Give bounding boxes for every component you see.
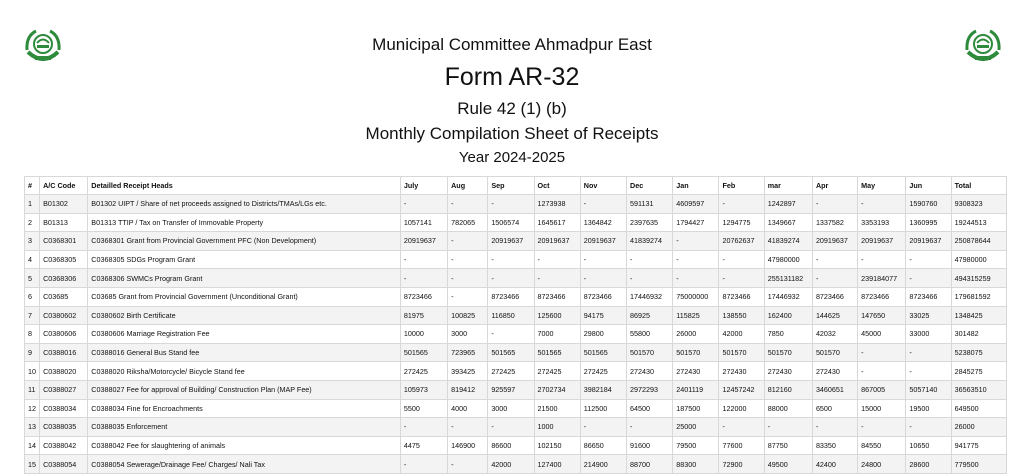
cell-total: 36563510 — [951, 380, 1006, 399]
cell-oct: 1273938 — [534, 195, 580, 214]
cell-nov: 94175 — [580, 306, 626, 325]
cell-ac-code: C0388054 — [40, 455, 88, 474]
cell-receipt-head: C0368306 SWMCs Program Grant — [88, 269, 401, 288]
cell-feb: 77600 — [719, 436, 764, 455]
cell-jan: 75000000 — [673, 287, 719, 306]
cell-sep: 1506574 — [488, 213, 534, 232]
cell-apr: 1337582 — [812, 213, 857, 232]
cell-nov: 20919637 — [580, 232, 626, 251]
cell-total: 9308323 — [951, 195, 1006, 214]
cell-receipt-head: C0388035 Enforcement — [88, 418, 401, 437]
cell-total: 779500 — [951, 455, 1006, 474]
cell-may: - — [858, 250, 906, 269]
cell-feb: - — [719, 269, 764, 288]
cell-mar: 272430 — [764, 362, 812, 381]
cell-may: 45000 — [858, 325, 906, 344]
table-row — [25, 306, 1007, 325]
table-row — [25, 213, 1007, 232]
cell-aug: 100825 — [448, 306, 488, 325]
cell-jun: 33025 — [906, 306, 951, 325]
cell-index: 2 — [25, 213, 40, 232]
cell-feb: - — [719, 418, 764, 437]
cell-july: 5500 — [400, 399, 447, 418]
cell-aug: - — [448, 195, 488, 214]
cell-aug: - — [448, 418, 488, 437]
cell-index: 3 — [25, 232, 40, 251]
cell-sep: - — [488, 195, 534, 214]
cell-apr: 83350 — [812, 436, 857, 455]
cell-total: 5238075 — [951, 343, 1006, 362]
cell-dec: - — [627, 250, 673, 269]
cell-may: 3353193 — [858, 213, 906, 232]
cell-oct: 102150 — [534, 436, 580, 455]
cell-aug: 146900 — [448, 436, 488, 455]
cell-index: 10 — [25, 362, 40, 381]
cell-july: 20919637 — [400, 232, 447, 251]
table-row — [25, 232, 1007, 251]
cell-oct: - — [534, 269, 580, 288]
cell-apr: - — [812, 269, 857, 288]
cell-ac-code: B01302 — [40, 195, 88, 214]
organization-name: Municipal Committee Ahmadpur East — [372, 35, 652, 54]
table-row — [25, 380, 1007, 399]
cell-mar: 255131182 — [764, 269, 812, 288]
cell-ac-code: C0380606 — [40, 325, 88, 344]
cell-oct: 501565 — [534, 343, 580, 362]
cell-index: 5 — [25, 269, 40, 288]
cell-may: 15000 — [858, 399, 906, 418]
cell-feb: 1294775 — [719, 213, 764, 232]
cell-sep: 8723466 — [488, 287, 534, 306]
cell-total: 649500 — [951, 399, 1006, 418]
table-header-row — [25, 177, 1007, 195]
cell-jan: - — [673, 250, 719, 269]
cell-jan: 1794427 — [673, 213, 719, 232]
cell-apr: 6500 — [812, 399, 857, 418]
cell-july: 501565 — [400, 343, 447, 362]
table-row — [25, 436, 1007, 455]
cell-dec: - — [627, 269, 673, 288]
table-row — [25, 418, 1007, 437]
form-number: Form AR-32 — [444, 63, 580, 91]
cell-total: 26000 — [951, 418, 1006, 437]
cell-ac-code: C0388016 — [40, 343, 88, 362]
cell-receipt-head: C0380606 Marriage Registration Fee — [88, 325, 401, 344]
cell-sep: - — [488, 250, 534, 269]
cell-ac-code: C0368305 — [40, 250, 88, 269]
col-header-apr: Apr — [812, 177, 857, 195]
cell-jun: 10650 — [906, 436, 951, 455]
cell-jan: 501570 — [673, 343, 719, 362]
cell-jan: 79500 — [673, 436, 719, 455]
cell-receipt-head: C0388054 Sewerage/Drainage Fee/ Charges/ Nali Tax — [88, 455, 401, 474]
cell-apr: 272430 — [812, 362, 857, 381]
cell-july: 1057141 — [400, 213, 447, 232]
cell-jan: 115825 — [673, 306, 719, 325]
cell-oct: 20919637 — [534, 232, 580, 251]
cell-sep: 3000 — [488, 399, 534, 418]
cell-feb: 12457242 — [719, 380, 764, 399]
cell-index: 1 — [25, 195, 40, 214]
cell-mar: 47980000 — [764, 250, 812, 269]
cell-sep: 272425 — [488, 362, 534, 381]
cell-oct: - — [534, 250, 580, 269]
cell-ac-code: C0388042 — [40, 436, 88, 455]
cell-nov: 29800 — [580, 325, 626, 344]
report-title: Monthly Compilation Sheet of Receipts — [365, 124, 659, 143]
cell-dec: 2397635 — [627, 213, 673, 232]
cell-sep: 501565 — [488, 343, 534, 362]
cell-index: 13 — [25, 418, 40, 437]
cell-may: 147650 — [858, 306, 906, 325]
cell-aug: 723965 — [448, 343, 488, 362]
cell-index: 7 — [25, 306, 40, 325]
cell-index: 9 — [25, 343, 40, 362]
cell-july: - — [400, 269, 447, 288]
col-header-ac-code: A/C Code — [40, 177, 88, 195]
cell-feb: 42000 — [719, 325, 764, 344]
cell-receipt-head: B01302 UIPT / Share of net proceeds assigned to Districts/TMAs/LGs etc. — [88, 195, 401, 214]
cell-sep: 20919637 — [488, 232, 534, 251]
cell-total: 1348425 — [951, 306, 1006, 325]
cell-mar: 88000 — [764, 399, 812, 418]
cell-ac-code: C0388020 — [40, 362, 88, 381]
cell-receipt-head: C0368301 Grant from Provincial Government PFC (Non Development) — [88, 232, 401, 251]
col-header-sep: Sep — [488, 177, 534, 195]
cell-oct: 21500 — [534, 399, 580, 418]
cell-may: 84550 — [858, 436, 906, 455]
cell-oct: 1000 — [534, 418, 580, 437]
cell-jan: - — [673, 232, 719, 251]
cell-may: - — [858, 195, 906, 214]
cell-nov: 112500 — [580, 399, 626, 418]
cell-oct: 8723466 — [534, 287, 580, 306]
cell-july: - — [400, 250, 447, 269]
cell-apr: 8723466 — [812, 287, 857, 306]
cell-aug: 3000 — [448, 325, 488, 344]
cell-total: 2845275 — [951, 362, 1006, 381]
cell-sep: - — [488, 418, 534, 437]
cell-oct: 125600 — [534, 306, 580, 325]
fiscal-year: Year 2024-2025 — [458, 149, 566, 166]
cell-sep: 42000 — [488, 455, 534, 474]
cell-aug: - — [448, 269, 488, 288]
cell-receipt-head: C0388027 Fee for approval of Building/ Construction Plan (MAP Fee) — [88, 380, 401, 399]
cell-feb: 20762637 — [719, 232, 764, 251]
cell-aug: 782065 — [448, 213, 488, 232]
cell-total: 250878644 — [951, 232, 1006, 251]
col-header-jun: Jun — [906, 177, 951, 195]
cell-jun: 5057140 — [906, 380, 951, 399]
col-header-jan: Jan — [673, 177, 719, 195]
cell-nov: 3982184 — [580, 380, 626, 399]
cell-jan: - — [673, 269, 719, 288]
cell-dec: - — [627, 418, 673, 437]
cell-mar: 1349667 — [764, 213, 812, 232]
table-row — [25, 250, 1007, 269]
cell-feb: 8723466 — [719, 287, 764, 306]
cell-may: 867005 — [858, 380, 906, 399]
cell-nov: 8723466 — [580, 287, 626, 306]
cell-receipt-head: C0380602 Birth Certificate — [88, 306, 401, 325]
cell-receipt-head: C0388034 Fine for Encroachments — [88, 399, 401, 418]
cell-oct: 2702734 — [534, 380, 580, 399]
cell-july: 8723466 — [400, 287, 447, 306]
cell-jan: 4609597 — [673, 195, 719, 214]
cell-index: 4 — [25, 250, 40, 269]
cell-jun: 20919637 — [906, 232, 951, 251]
table-row — [25, 343, 1007, 362]
col-header-july: July — [400, 177, 447, 195]
receipts-table — [24, 176, 1007, 474]
cell-july: 4475 — [400, 436, 447, 455]
cell-jun: - — [906, 362, 951, 381]
cell-mar: - — [764, 418, 812, 437]
table-row — [25, 455, 1007, 474]
cell-may: 24800 — [858, 455, 906, 474]
cell-jan: 272430 — [673, 362, 719, 381]
cell-july: - — [400, 418, 447, 437]
cell-index: 12 — [25, 399, 40, 418]
cell-jun: 28600 — [906, 455, 951, 474]
cell-aug: - — [448, 250, 488, 269]
cell-dec: 91600 — [627, 436, 673, 455]
cell-nov: 214900 — [580, 455, 626, 474]
cell-feb: 272430 — [719, 362, 764, 381]
table-body — [25, 195, 1007, 474]
cell-receipt-head: C0388020 Riksha/Motorcycle/ Bicycle Stand fee — [88, 362, 401, 381]
cell-july: - — [400, 195, 447, 214]
cell-july: 105973 — [400, 380, 447, 399]
table-row — [25, 325, 1007, 344]
cell-mar: 87750 — [764, 436, 812, 455]
cell-jan: 88300 — [673, 455, 719, 474]
cell-dec: 591131 — [627, 195, 673, 214]
cell-receipt-head: C0368305 SDGs Program Grant — [88, 250, 401, 269]
cell-dec: 86925 — [627, 306, 673, 325]
cell-apr: 144625 — [812, 306, 857, 325]
cell-may: 239184077 — [858, 269, 906, 288]
cell-total: 19244513 — [951, 213, 1006, 232]
cell-feb: 122000 — [719, 399, 764, 418]
cell-total: 941775 — [951, 436, 1006, 455]
cell-nov: - — [580, 418, 626, 437]
cell-receipt-head: C03685 Grant from Provincial Government (Unconditional Grant) — [88, 287, 401, 306]
cell-nov: - — [580, 269, 626, 288]
cell-feb: 138550 — [719, 306, 764, 325]
cell-sep: - — [488, 269, 534, 288]
cell-ac-code: C0368301 — [40, 232, 88, 251]
col-header-may: May — [858, 177, 906, 195]
col-header-nov: Nov — [580, 177, 626, 195]
table-row — [25, 287, 1007, 306]
cell-nov: - — [580, 250, 626, 269]
cell-receipt-head: C0388042 Fee for slaughtering of animals — [88, 436, 401, 455]
cell-jun: - — [906, 269, 951, 288]
cell-dec: 88700 — [627, 455, 673, 474]
cell-sep: 86600 — [488, 436, 534, 455]
cell-total: 179681592 — [951, 287, 1006, 306]
cell-dec: 501570 — [627, 343, 673, 362]
cell-aug: - — [448, 455, 488, 474]
table-row — [25, 195, 1007, 214]
cell-may: - — [858, 343, 906, 362]
cell-jan: 2401119 — [673, 380, 719, 399]
cell-receipt-head: C0388016 General Bus Stand fee — [88, 343, 401, 362]
cell-total: 47980000 — [951, 250, 1006, 269]
cell-sep: 116850 — [488, 306, 534, 325]
cell-feb: 72900 — [719, 455, 764, 474]
cell-jun: 8723466 — [906, 287, 951, 306]
cell-oct: 7000 — [534, 325, 580, 344]
cell-index: 15 — [25, 455, 40, 474]
cell-jan: 26000 — [673, 325, 719, 344]
cell-oct: 127400 — [534, 455, 580, 474]
cell-dec: 41839274 — [627, 232, 673, 251]
cell-apr: 501570 — [812, 343, 857, 362]
cell-july: 272425 — [400, 362, 447, 381]
cell-jun: 1590760 — [906, 195, 951, 214]
cell-nov: 1364842 — [580, 213, 626, 232]
table-row — [25, 269, 1007, 288]
cell-aug: 393425 — [448, 362, 488, 381]
cell-index: 8 — [25, 325, 40, 344]
cell-dec: 2972293 — [627, 380, 673, 399]
cell-ac-code: B01313 — [40, 213, 88, 232]
cell-apr: - — [812, 195, 857, 214]
col-header-receipt-heads: Detailled Receipt Heads — [88, 177, 401, 195]
cell-apr: - — [812, 250, 857, 269]
cell-ac-code: C03685 — [40, 287, 88, 306]
cell-jun: 19500 — [906, 399, 951, 418]
cell-sep: 925597 — [488, 380, 534, 399]
cell-feb: - — [719, 250, 764, 269]
cell-total: 494315259 — [951, 269, 1006, 288]
cell-sep: - — [488, 325, 534, 344]
cell-mar: 1242897 — [764, 195, 812, 214]
cell-apr: 3460651 — [812, 380, 857, 399]
cell-nov: - — [580, 195, 626, 214]
cell-july: 10000 — [400, 325, 447, 344]
table-row — [25, 399, 1007, 418]
cell-may: - — [858, 418, 906, 437]
cell-dec: 55800 — [627, 325, 673, 344]
cell-nov: 501565 — [580, 343, 626, 362]
cell-apr: - — [812, 418, 857, 437]
col-header-oct: Oct — [534, 177, 580, 195]
col-header-aug: Aug — [448, 177, 488, 195]
cell-mar: 41839274 — [764, 232, 812, 251]
cell-aug: 4000 — [448, 399, 488, 418]
cell-jun: - — [906, 343, 951, 362]
cell-total: 301482 — [951, 325, 1006, 344]
col-header-dec: Dec — [627, 177, 673, 195]
cell-may: - — [858, 362, 906, 381]
cell-ac-code: C0388035 — [40, 418, 88, 437]
cell-index: 11 — [25, 380, 40, 399]
cell-ac-code: C0368306 — [40, 269, 88, 288]
cell-receipt-head: B01313 TTIP / Tax on Transfer of Immovable Property — [88, 213, 401, 232]
cell-ac-code: C0388034 — [40, 399, 88, 418]
cell-mar: 812160 — [764, 380, 812, 399]
cell-ac-code: C0380602 — [40, 306, 88, 325]
cell-apr: 42400 — [812, 455, 857, 474]
cell-mar: 501570 — [764, 343, 812, 362]
cell-mar: 17446932 — [764, 287, 812, 306]
col-header-feb: Feb — [719, 177, 764, 195]
cell-apr: 42032 — [812, 325, 857, 344]
cell-mar: 7850 — [764, 325, 812, 344]
cell-jun: 33000 — [906, 325, 951, 344]
cell-index: 6 — [25, 287, 40, 306]
cell-jun: - — [906, 418, 951, 437]
cell-jun: - — [906, 250, 951, 269]
col-header-total: Total — [951, 177, 1006, 195]
cell-dec: 17446932 — [627, 287, 673, 306]
cell-mar: 162400 — [764, 306, 812, 325]
cell-oct: 272425 — [534, 362, 580, 381]
cell-jan: 187500 — [673, 399, 719, 418]
cell-apr: 20919637 — [812, 232, 857, 251]
cell-mar: 49500 — [764, 455, 812, 474]
cell-aug: - — [448, 232, 488, 251]
table-row — [25, 362, 1007, 381]
cell-jan: 25000 — [673, 418, 719, 437]
cell-dec: 64500 — [627, 399, 673, 418]
cell-aug: - — [448, 287, 488, 306]
cell-july: - — [400, 455, 447, 474]
cell-ac-code: C0388027 — [40, 380, 88, 399]
cell-nov: 86650 — [580, 436, 626, 455]
cell-feb: 501570 — [719, 343, 764, 362]
cell-may: 8723466 — [858, 287, 906, 306]
cell-oct: 1645617 — [534, 213, 580, 232]
cell-dec: 272430 — [627, 362, 673, 381]
cell-may: 20919637 — [858, 232, 906, 251]
cell-feb: - — [719, 195, 764, 214]
cell-index: 14 — [25, 436, 40, 455]
cell-july: 81975 — [400, 306, 447, 325]
col-header-mar: mar — [764, 177, 812, 195]
col-header-index: # — [25, 177, 40, 195]
cell-nov: 272425 — [580, 362, 626, 381]
rule-reference: Rule 42 (1) (b) — [457, 99, 567, 118]
cell-jun: 1360995 — [906, 213, 951, 232]
cell-aug: 819412 — [448, 380, 488, 399]
